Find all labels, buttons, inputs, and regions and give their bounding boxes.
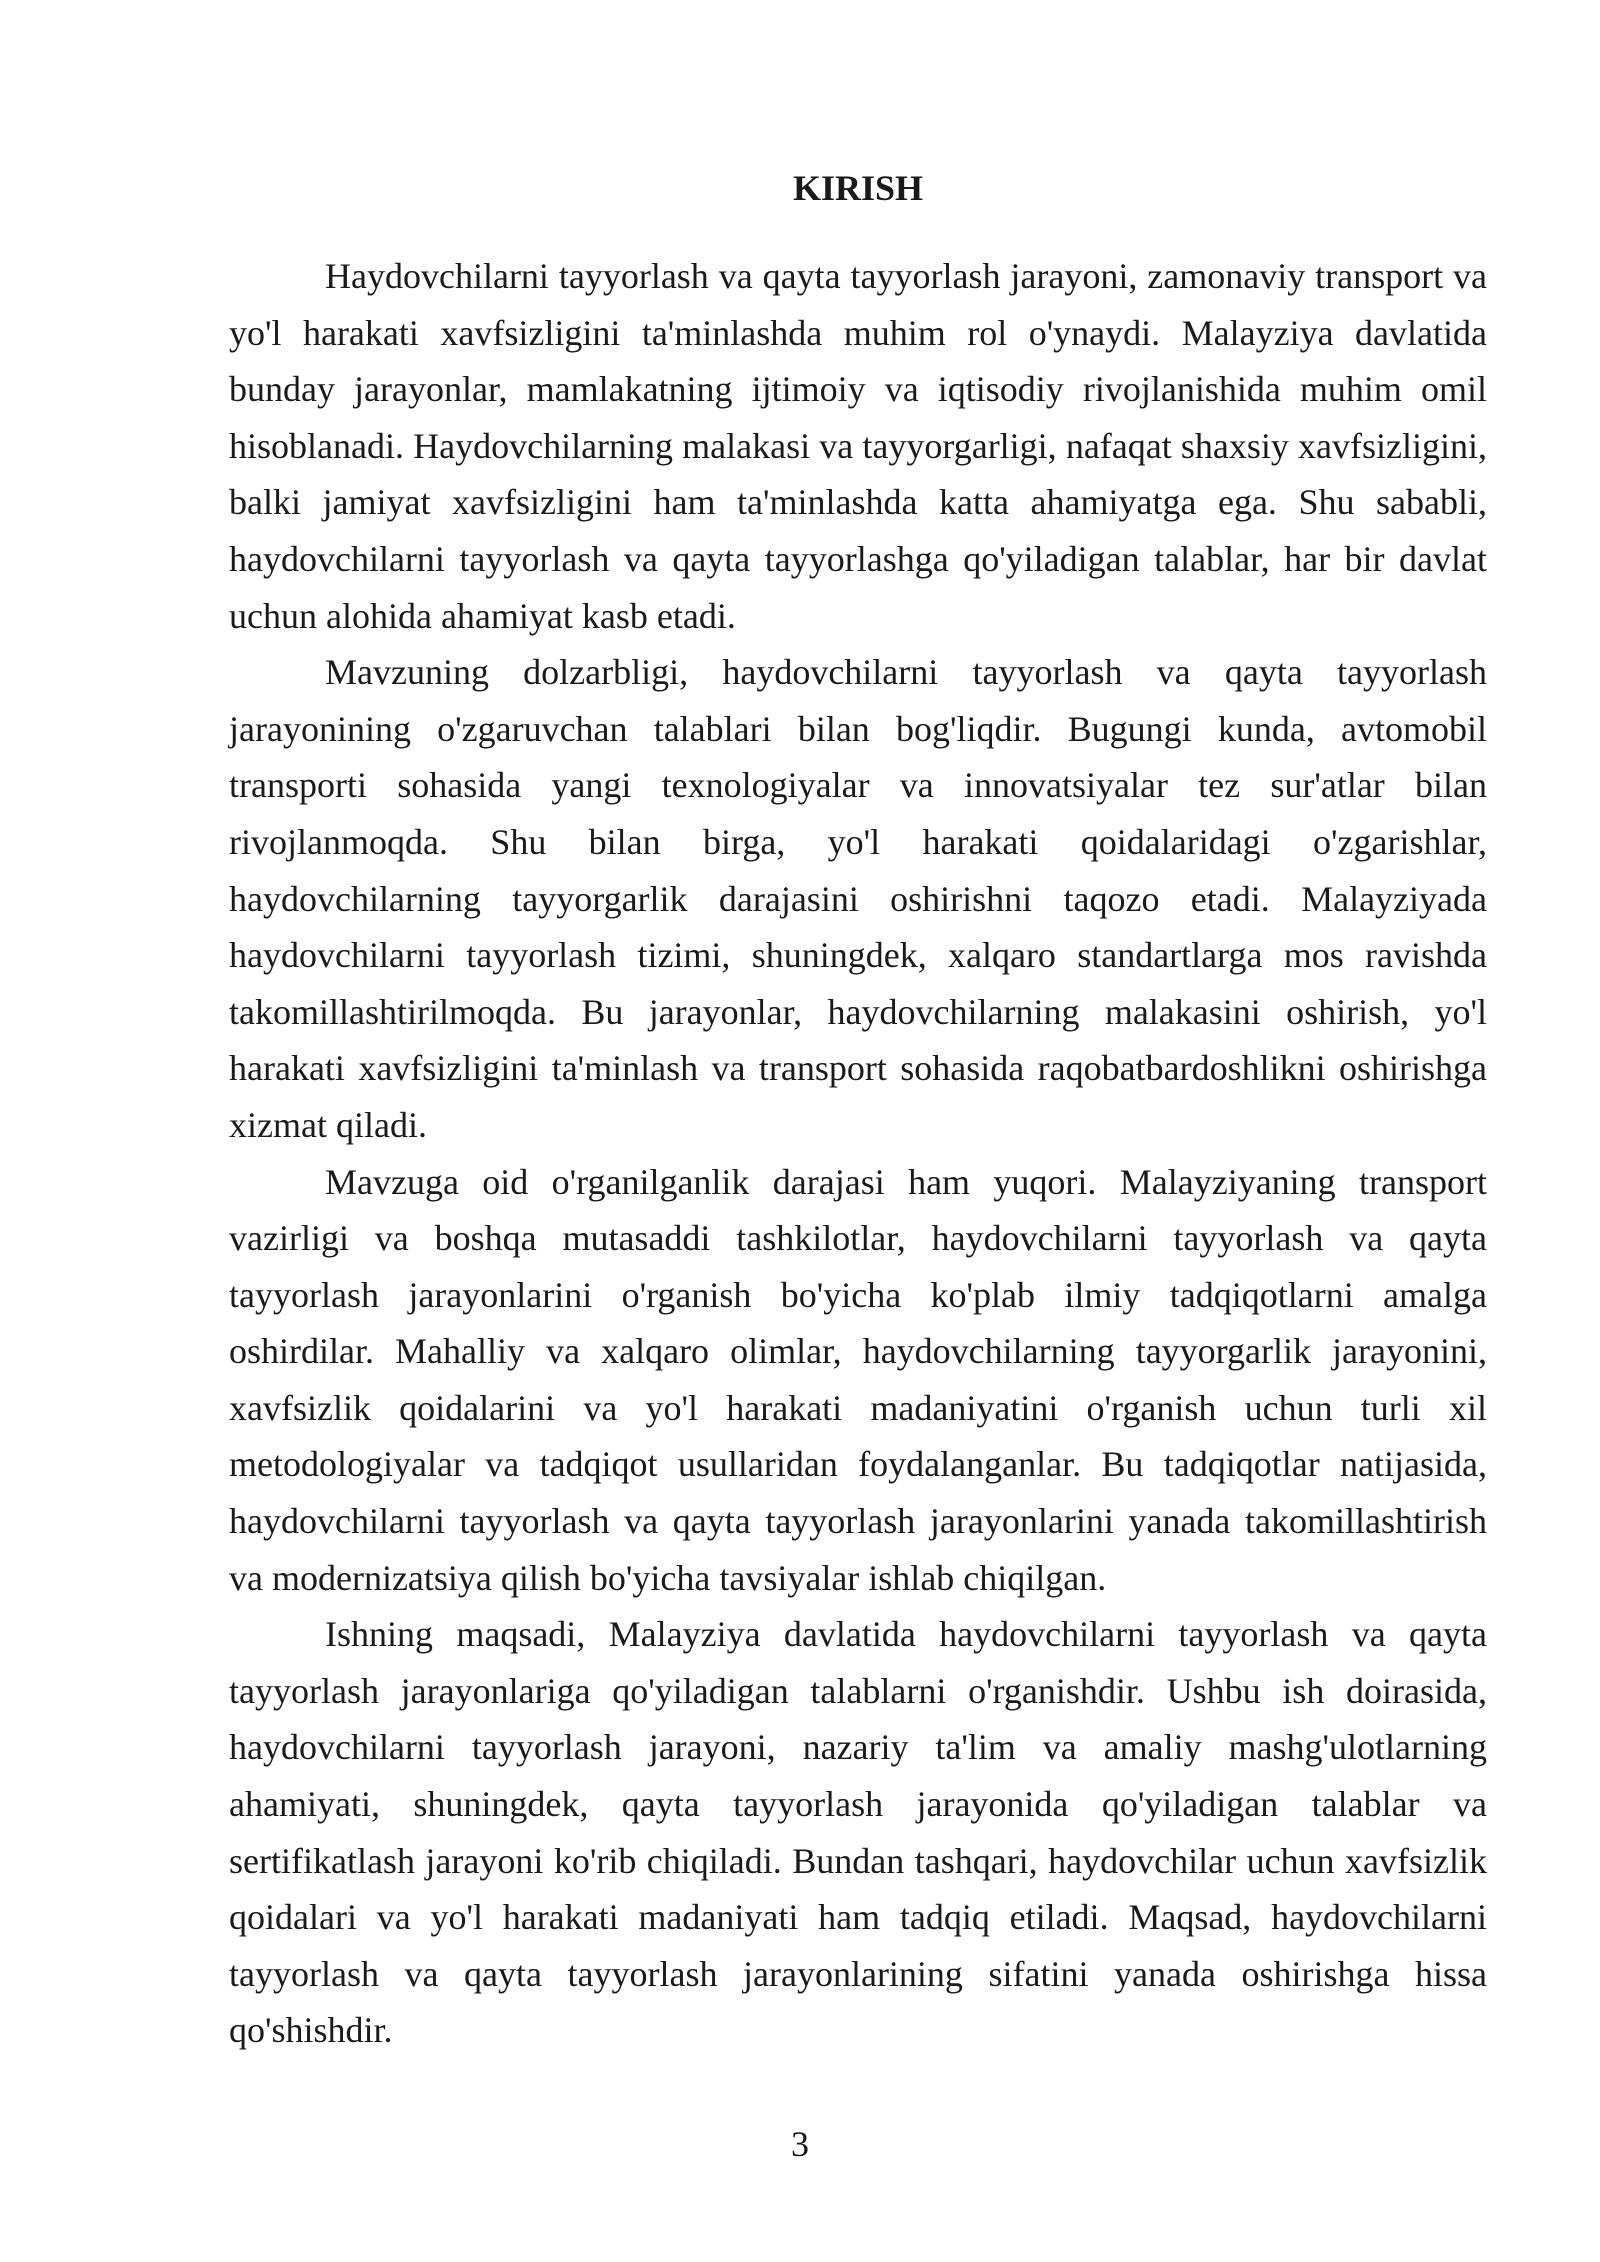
section-heading: KIRISH [792,168,924,208]
paragraph-relevance: Mavzuning dolzarbligi, haydovchilarni tayyorlash va qayta tayyorlash jarayonining o'zgaruvchan talablari bilan bog'liqdir. Bugungi kunda, avtomobil transporti sohasida yangi texnologiyalar va innovatsiyalar tez sur'atlar bilan rivojlanmoqda. Shu bilan birga, yo'l harakati qoidalaridagi o'zgarishlar, haydovchilarning tayyorgarlik darajasini oshirishni taqozo etadi. Malayziyada haydovchilarni tayyorlash tizimi, shuningdek, xalqaro standartlarga mos ravishda takomillashtirilmoqda. Bu jarayonlar, haydovchilarning malakasini oshirish, yo'l harakati xavfsizligini ta'minlash va transport sohasida raqobatbardoshlikni oshirishga xizmat qiladi. [229,652,1487,1145]
paragraph-introduction: Haydovchilarni tayyorlash va qayta tayyorlash jarayoni, zamonaviy transport va yo'l harakati xavfsizligini ta'minlashda muhim rol o'ynaydi. Malayziya davlatida bunday jarayonlar, mamlakatning ijtimoiy va iqtisodiy rivojlanishida muhim omil hisoblanadi. Haydovchilarning malakasi va tayyorgarligi, nafaqat shaxsiy xavfsizligini, balki jamiyat xavfsizligini ham ta'minlashda katta ahamiyatga ega. Shu sababli, haydovchilarni tayyorlash va qayta tayyorlashga qo'yiladigan talablar, har bir davlat uchun alohida ahamiyat kasb etadi. [229,256,1487,636]
paragraph-goal: Ishning maqsadi, Malayziya davlatida haydovchilarni tayyorlash va qayta tayyorlash jarayonlariga qo'yiladigan talablarni o'rganishdir. Ushbu ish doirasida, haydovchilarni tayyorlash jarayoni, nazariy ta'lim va amaliy mashg'ulotlarning ahamiyati, shuningdek, qayta tayyorlash jarayonida qo'yiladigan talablar va sertifikatlash jarayoni ko'rib chiqiladi. Bundan tashqari, haydovchilar uchun xavfsizlik qoidalari va yo'l harakati madaniyati ham tadqiq etiladi. Maqsad, haydovchilarni tayyorlash va qayta tayyorlash jarayonlarining sifatini yanada oshirishga hissa qo'shishdir. [229,1614,1487,2051]
page-content [229,160,1487,2059]
page-number: 3 [791,2124,809,2164]
paragraph-research-level: Mavzuga oid o'rganilganlik darajasi ham yuqori. Malayziyaning transport vazirligi va boshqa mutasaddi tashkilotlar, haydovchilarni tayyorlash va qayta tayyorlash jarayonlarini o'rganish bo'yicha ko'plab ilmiy tadqiqotlarni amalga oshirdilar. Mahalliy va xalqaro olimlar, haydovchilarning tayyorgarlik jarayonini, xavfsizlik qoidalarini va yo'l harakati madaniyatini o'rganish uchun turli xil metodologiyalar va tadqiqot usullaridan foydalanganlar. Bu tadqiqotlar natijasida, haydovchilarni tayyorlash va qayta tayyorlash jarayonlarini yanada takomillashtirish va modernizatsiya qilish bo'yicha tavsiyalar ishlab chiqilgan. [229,1161,1487,1598]
